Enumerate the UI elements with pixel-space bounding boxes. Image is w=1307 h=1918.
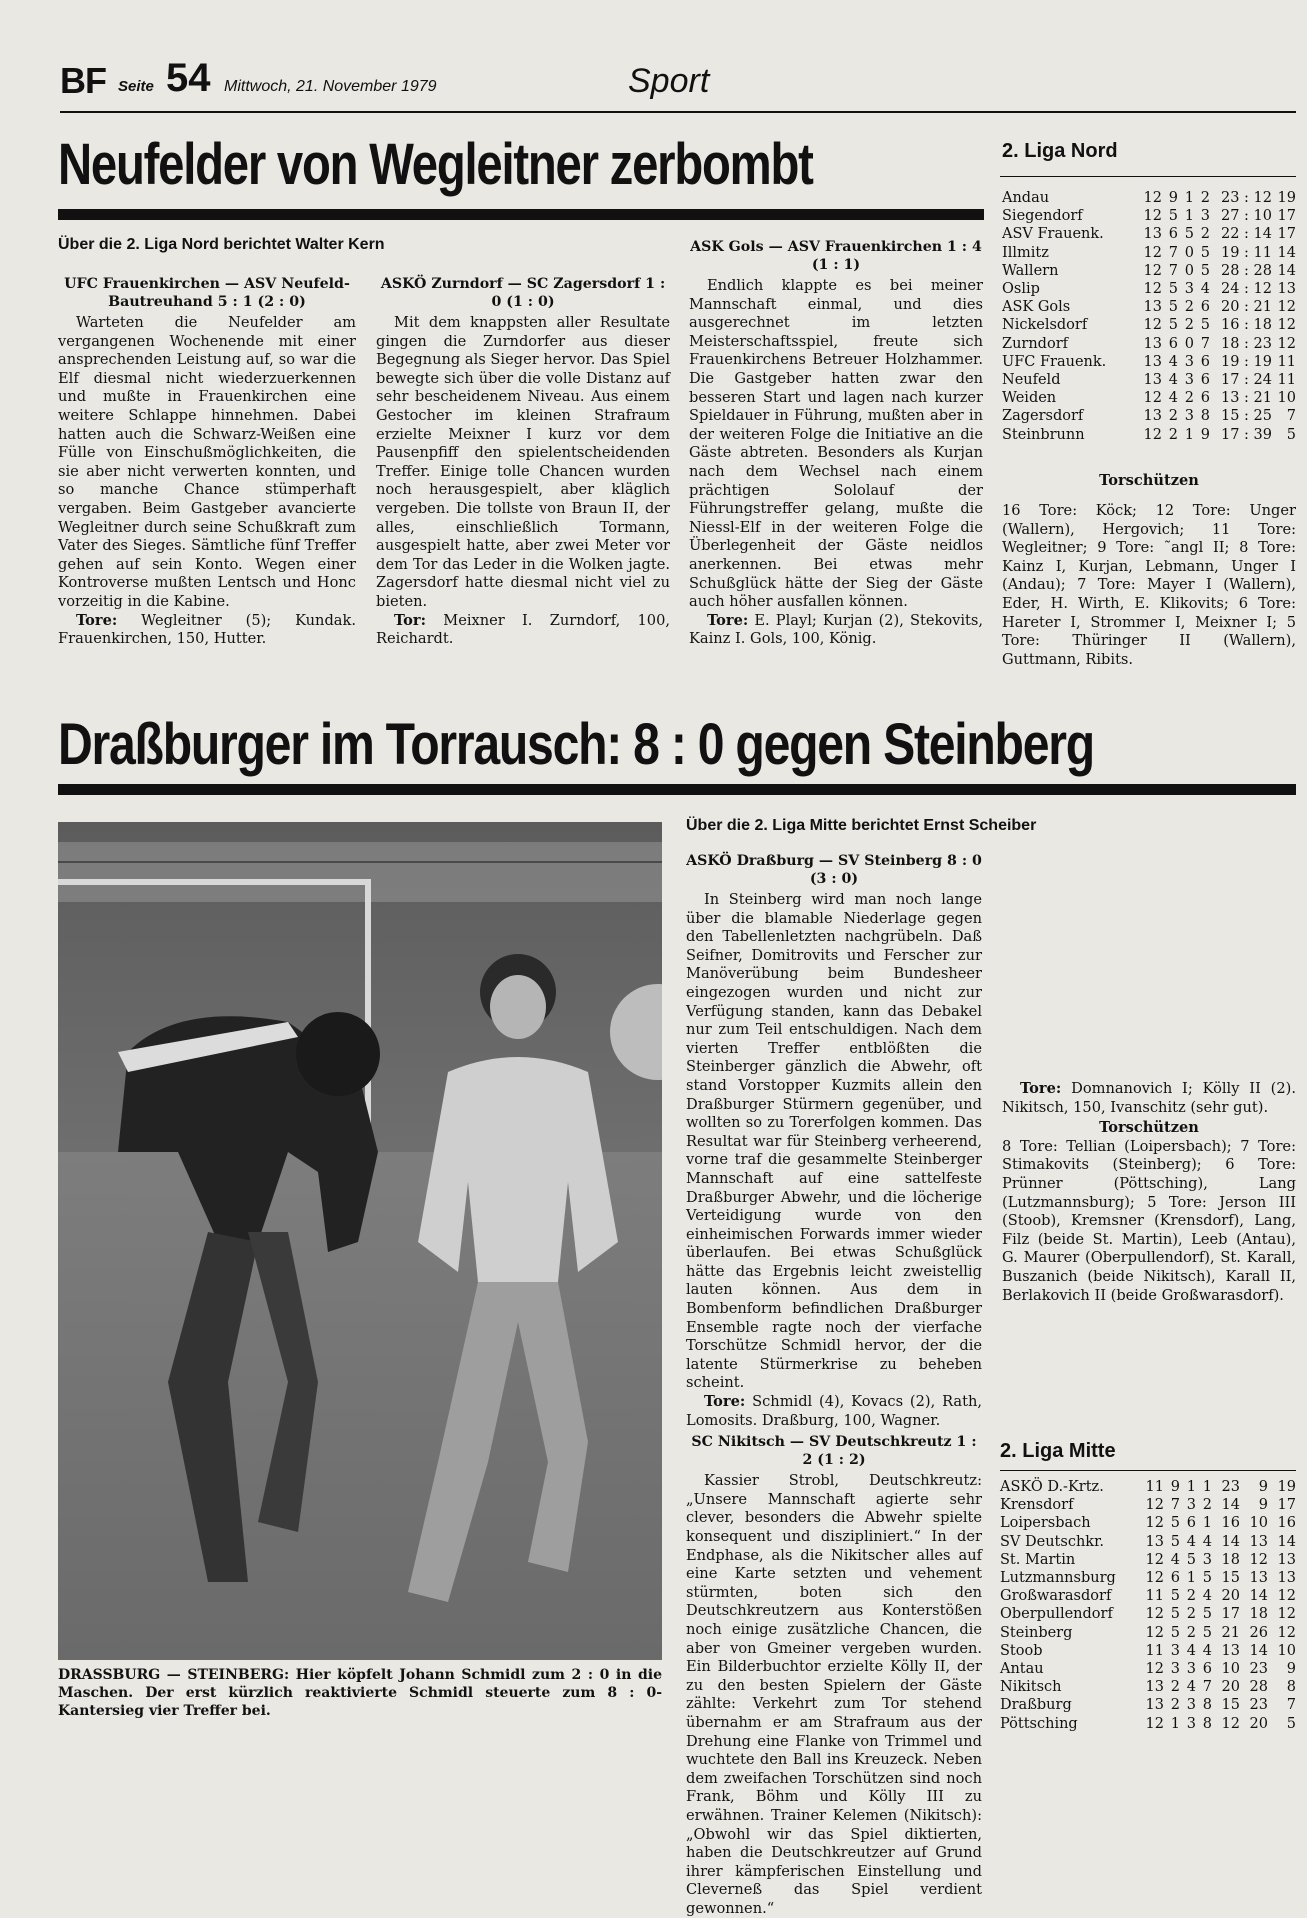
table-cell: 6 [1200,299,1210,316]
table-cell: 12 [1277,317,1296,334]
table-cell: 2 [1184,299,1194,316]
match-goals: Tore: E. Playl; Kurjan (2), Stekovits, Kainz I. Gols, 100, König. [689,611,984,648]
table-cell: 1 [1170,1715,1180,1732]
table-cell: 13 [1145,1697,1164,1714]
table-cell: 10 [1221,1661,1240,1678]
match-report: Endlich klappte es bei meiner Mannschaft einmal, und dies ausgerechnet im letzten Meisterschaftsspiel, freute sich Frauenkirchens Betreuer Holzhammer. Die Gastgeber hatten zwar den besseren Start und lagen nach kurzer Spieldauer in Führung, mußten aber in der weiteren Folge die Initiative an die Gäste abtreten. Besonders als Kurjan nach dem Wechsel nach einem prächtigen Sololauf der Führungstreffer gelang, mußte die Niessl-Elf in der weiteren Folge die Überlegenheit der Gäste neidlos anerkennen. Bei etwas mehr Schußglück hätte der Sieg der Gäste auch höher ausfallen können. [689,277,983,611]
masthead [60,56,1300,111]
table-row [1002,298,1296,316]
team-name: SV Deutschkr. [1000,1533,1105,1550]
table-cell: 5 [1170,1588,1180,1605]
table-cell: 5 [1286,1715,1296,1732]
table-cell: 12 [1143,190,1162,206]
match-title: ASKÖ Zurndorf — SC Zagersdorf 1 : 0 (1 : 0) [380,276,666,310]
table-cell: 2 [1184,317,1194,334]
table-cell: 28 [1249,1679,1268,1696]
team-name: ASKÖ D.-Krtz. [1000,1479,1104,1495]
table-cell: 12 [1145,1606,1164,1623]
table-cell: 5 [1168,281,1178,298]
table-cell: 14 [1249,1588,1268,1605]
team-name: Großwarasdorf [1000,1588,1112,1605]
table-cell: 12 [1145,1551,1164,1568]
table-cell: 7 [1286,408,1296,425]
table-cell: 3 [1184,281,1194,298]
league-table-mitte [1000,1478,1296,1733]
table-cell: 2 [1186,1624,1196,1641]
team-name: Antau [1000,1661,1044,1678]
table-cell: 12 [1143,426,1162,443]
team-name: UFC Frauenk. [1002,353,1107,370]
table-row [1000,1660,1296,1678]
table-cell: 14 [1249,1642,1268,1659]
table-cell: 2 [1202,1497,1212,1514]
table-cell: 4 [1186,1642,1196,1659]
table-cell: 11 [1277,353,1296,370]
match-goals: Tor: Meixner I. Zurndorf, 100, Reichardt. [376,611,671,648]
table-rule-nord [1000,176,1296,177]
table-row [1000,1514,1296,1532]
table-cell: 6 [1202,1661,1212,1678]
article-2-column-2 [1002,1080,1296,1305]
table-cell: 19 : 19 [1220,353,1272,370]
table-cell: 12 [1145,1624,1164,1641]
table-cell: 19 [1277,190,1296,206]
table-cell: 2 [1168,408,1178,425]
table-cell: 1 [1186,1570,1196,1587]
table-cell: 19 : 11 [1220,244,1272,261]
headline-article-2: Draßburger im Torrausch: 8 : 0 gegen Steinberg [58,712,1094,777]
table-cell: 7 [1286,1697,1296,1714]
table-cell: 11 [1145,1588,1164,1605]
table-cell: 1 [1184,426,1194,443]
table-row [1002,280,1296,298]
match-title: ASKÖ Draßburg — SV Steinberg 8 : 0 (3 : 0) [686,853,982,887]
table-cell: 12 [1143,390,1162,407]
team-name: Steinberg [1000,1624,1073,1641]
table-cell: 16 : 18 [1220,317,1272,334]
table-cell: 5 [1202,1606,1212,1623]
table-row [1000,1587,1296,1605]
table-cell: 13 [1143,226,1162,243]
table-row [1000,1624,1296,1642]
table-cell: 9 [1168,190,1178,206]
table-cell: 4 [1202,1533,1212,1550]
table-cell: 9 [1170,1479,1180,1495]
table-cell: 7 [1202,1679,1212,1696]
scorers-title-mitte: Torschützen [1099,1119,1199,1137]
table-cell: 12 [1143,262,1162,279]
table-cell: 2 [1184,390,1194,407]
table-cell: 5 [1168,317,1178,334]
table-cell: 22 : 14 [1220,226,1272,243]
match-report: Kassier Strobl, Deutschkreutz: „Unsere Mannschaft agierte sehr clever, besonders die Abwehr spielte konsequent und diszipliniert.“ In der Endphase, als die Nikitscher alles auf eine Karte setzten und vehement stürmten, boten sich den Deutschkreutzern aus Konterstößen noch einige zusätzliche Chancen, die aber von Gmeiner vergeben wurden. Ein Bilderbuchtor erzielte Kölly II, der zu den besten Spielern der Gäste zählte: Verkehrt zum Tor stehend übernahm er am Strafraum aus der Drehung eine Flanke von Trimmel und wuchtete den Ball ins Kreuzeck. Neben dem zweifachen Torschützen sind noch Frank, Böhm und Kölly III zu erwähnen. Trainer Kelemen (Nikitsch): „Obwohl wir das Spiel diktierten, haben die Deutschkreutzer auf Grund ihrer kämpferischen Einstellung und Cleverneß das Spiel verdient gewonnen.“ [686,1472,982,1917]
table-cell: 15 [1221,1697,1240,1714]
byline-article-1: Über die 2. Liga Nord berichtet Walter Kern [58,236,385,253]
table-cell: 14 [1221,1533,1240,1550]
table-cell: 13 [1249,1533,1268,1550]
team-name: ASV Frauenk. [1002,226,1104,243]
table-cell: 9 [1258,1497,1268,1514]
table-cell: 1 [1184,190,1194,206]
article-1-column-2 [376,275,670,649]
table-cell: 3 [1186,1697,1196,1714]
headline-rule-1 [58,209,984,220]
table-cell: 12 [1249,1551,1268,1568]
page-label: Seite [118,78,154,95]
table-cell: 3 [1184,353,1194,370]
table-cell: 6 [1168,226,1178,243]
table-cell: 18 [1221,1551,1240,1568]
team-name: Zurndorf [1002,335,1068,352]
table-row [1002,262,1296,280]
table-cell: 4 [1186,1679,1196,1696]
table-title-mitte: 2. Liga Mitte [1000,1440,1116,1462]
table-row [1002,353,1296,371]
table-cell: 7 [1170,1497,1180,1514]
table-cell: 17 [1277,226,1296,243]
table-cell: 13 [1143,299,1162,316]
table-cell: 8 [1200,408,1210,425]
table-cell: 8 [1286,1679,1296,1696]
table-cell: 20 : 21 [1220,299,1272,316]
match-title: UFC Frauenkirchen — ASV Neufeld-Bautreuhand 5 : 1 (2 : 0) [64,276,350,310]
table-cell: 17 [1221,1606,1240,1623]
table-cell: 5 [1200,262,1210,279]
match-photo [58,822,662,1660]
team-name: Oberpullendorf [1000,1606,1113,1623]
table-cell: 12 [1143,317,1162,334]
table-row [1002,316,1296,334]
table-cell: 13 [1143,353,1162,370]
table-cell: 2 [1186,1606,1196,1623]
table-cell: 2 [1200,190,1210,206]
table-cell: 5 [1202,1570,1212,1587]
table-cell: 15 [1221,1570,1240,1587]
team-name: Stoob [1000,1642,1043,1659]
table-cell: 18 : 23 [1220,335,1272,352]
table-row [1000,1478,1296,1496]
table-row [1002,426,1296,444]
table-cell: 12 [1143,244,1162,261]
table-cell: 12 [1145,1661,1164,1678]
table-row [1000,1569,1296,1587]
table-cell: 13 [1249,1570,1268,1587]
table-cell: 2 [1200,226,1210,243]
table-cell: 1 [1186,1479,1196,1495]
table-title-nord: 2. Liga Nord [1002,140,1118,162]
table-cell: 13 [1143,408,1162,425]
team-name: Loipersbach [1000,1515,1091,1532]
table-cell: 6 [1170,1570,1180,1587]
table-cell: 5 [1170,1624,1180,1641]
photo-caption: DRASSBURG — STEINBERG: Hier köpfelt Johann Schmidl zum 2 : 0 in die Maschen. Der erst kürzlich reaktivierte Schmidl steuerte zum 8 : 0-Kantersieg vier Treffer bei. [58,1667,662,1719]
table-cell: 13 [1145,1679,1164,1696]
article-1-column-3 [689,238,983,649]
team-name: St. Martin [1000,1551,1076,1568]
table-cell: 11 [1145,1642,1164,1659]
table-cell: 5 [1170,1606,1180,1623]
table-cell: 12 [1143,281,1162,298]
table-cell: 12 [1145,1715,1164,1732]
table-row [1000,1715,1296,1733]
table-cell: 5 [1168,208,1178,225]
match-goals: Tore: Wegleitner (5); Kundak. Frauenkirchen, 150, Hutter. [58,611,356,648]
table-cell: 6 [1200,353,1210,370]
table-row [1000,1678,1296,1696]
team-name: ASK Gols [1002,299,1071,316]
table-cell: 6 [1186,1515,1196,1532]
table-cell: 2 [1170,1697,1180,1714]
team-name: Illmitz [1002,244,1049,261]
team-name: Draßburg [1000,1697,1072,1714]
masthead-rule [60,111,1296,113]
table-cell: 7 [1168,244,1178,261]
team-name: Krensdorf [1000,1497,1074,1514]
table-cell: 14 [1277,262,1296,279]
table-row [1002,207,1296,225]
byline-article-2: Über die 2. Liga Mitte berichtet Ernst Scheiber [686,817,1037,834]
table-cell: 2 [1186,1588,1196,1605]
table-cell: 13 [1277,1570,1296,1587]
table-cell: 3 [1170,1642,1180,1659]
table-cell: 2 [1170,1679,1180,1696]
table-cell: 12 [1145,1515,1164,1532]
match-title: ASK Gols — ASV Frauenkirchen 1 : 4 (1 : 1) [690,239,982,273]
table-cell: 3 [1184,408,1194,425]
team-name: Lutzmannsburg [1000,1570,1116,1587]
table-cell: 28 : 28 [1220,262,1272,279]
table-cell: 5 [1186,1551,1196,1568]
page-number: 54 [166,56,211,100]
table-cell: 3 [1170,1661,1180,1678]
table-cell: 4 [1168,390,1178,407]
table-cell: 26 [1249,1624,1268,1641]
match-title: SC Nikitsch — SV Deutschkreutz 1 : 2 (1 : 2) [691,1434,977,1469]
table-cell: 13 [1145,1533,1164,1550]
table-row [1002,389,1296,407]
table-cell: 7 [1168,262,1178,279]
team-name: Nickelsdorf [1002,317,1088,334]
headline-article-1: Neufelder von Wegleitner zerbombt [58,132,813,197]
table-cell: 9 [1258,1479,1268,1495]
table-row [1002,225,1296,243]
table-cell: 1 [1202,1479,1212,1495]
table-cell: 5 [1200,244,1210,261]
team-name: Weiden [1002,390,1057,407]
table-cell: 12 [1221,1715,1240,1732]
team-name: Neufeld [1002,372,1061,389]
table-row [1000,1642,1296,1660]
match-report: Warteten die Neufelder am vergangenen Wochenende mit einer ansprechenden Leistung auf, so war die Elf diesmal nicht wiederzuerkennen und mußte in Frauenkirchen eine weitere Schlappe hinnehmen. Dabei hatten auch die Schwarz-Weißen eine Fülle von Einschußmöglichkeiten, die sie aber nicht verwerten konnten, und so manche Chance stümperhaft vergaben. Beim Gastgeber avancierte Wegleitner durch seine Schußkraft zum Vater des Sieges. Sämtliche fünf Treffer gehen auf sein Konto. Wegen einer Kontroverse mußten Lentsch und Honc vorzeitig in die Kabine. [58,314,356,610]
table-cell: 10 [1249,1515,1268,1532]
table-cell: 3 [1200,208,1210,225]
table-cell: 5 [1170,1515,1180,1532]
issue-date: Mittwoch, 21. November 1979 [224,78,437,95]
table-cell: 5 [1184,226,1194,243]
table-cell: 5 [1170,1533,1180,1550]
table-cell: 18 [1249,1606,1268,1623]
table-cell: 12 [1277,1588,1296,1605]
table-cell: 16 [1221,1515,1240,1532]
table-row [1002,244,1296,262]
table-cell: 21 [1221,1624,1240,1641]
scorers-title-nord: Torschützen [1099,472,1199,489]
table-row [1002,371,1296,389]
team-name: Andau [1002,190,1050,206]
table-cell: 1 [1184,208,1194,225]
table-cell: 8 [1202,1715,1212,1732]
table-cell: 12 [1145,1570,1164,1587]
table-cell: 3 [1186,1497,1196,1514]
team-name: Siegendorf [1002,208,1083,225]
team-name: Steinbrunn [1002,426,1085,443]
table-rule-mitte [1000,1470,1296,1471]
table-cell: 4 [1186,1533,1196,1550]
headline-rule-2 [58,784,1296,795]
table-row [1000,1496,1296,1514]
table-cell: 12 [1277,1606,1296,1623]
table-cell: 5 [1286,426,1296,443]
team-name: Nikitsch [1000,1679,1062,1696]
section-title: Sport [628,62,710,100]
photo-image [58,822,662,1660]
table-cell: 27 : 10 [1220,208,1272,225]
table-cell: 12 [1143,208,1162,225]
league-table-nord [1002,189,1296,444]
table-cell: 0 [1184,335,1194,352]
table-cell: 3 [1184,372,1194,389]
table-cell: 17 : 24 [1220,372,1272,389]
team-name: Wallern [1002,262,1059,279]
table-cell: 7 [1200,335,1210,352]
table-cell: 11 [1145,1479,1164,1495]
table-cell: 3 [1186,1661,1196,1678]
table-row [1000,1551,1296,1569]
table-row [1000,1696,1296,1714]
team-name: Oslip [1002,281,1040,298]
table-cell: 4 [1202,1588,1212,1605]
table-cell: 2 [1168,426,1178,443]
table-cell: 13 : 21 [1220,390,1272,407]
table-cell: 12 [1277,299,1296,316]
table-cell: 13 [1143,335,1162,352]
table-cell: 4 [1168,372,1178,389]
table-cell: 17 [1277,208,1296,225]
table-cell: 12 [1277,335,1296,352]
table-cell: 16 [1277,1515,1296,1532]
table-cell: 20 [1221,1588,1240,1605]
table-cell: 23 [1221,1479,1240,1495]
table-cell: 9 [1286,1661,1296,1678]
match-goals: Tore: Domnanovich I; Kölly II (2). Nikitsch, 150, Ivanschitz (sehr gut). [1002,1080,1296,1116]
table-cell: 1 [1202,1515,1212,1532]
table-row [1002,335,1296,353]
table-row [1002,407,1296,425]
table-cell: 17 [1277,1497,1296,1514]
table-cell: 4 [1168,353,1178,370]
table-cell: 3 [1202,1551,1212,1568]
table-cell: 14 [1277,1533,1296,1550]
article-2-column-1 [686,852,982,1918]
table-cell: 13 [1277,1551,1296,1568]
table-cell: 4 [1202,1642,1212,1659]
table-cell: 5 [1168,299,1178,316]
table-cell: 23 [1249,1697,1268,1714]
scorers-nord [1002,502,1296,669]
table-cell: 10 [1277,390,1296,407]
table-cell: 23 : 12 [1220,190,1272,206]
match-report: Mit dem knappsten aller Resultate gingen die Zurndorfer aus dieser Begegnung als Sieger hervor. Das Spiel bewegte sich über die volle Distanz auf sehr bescheidenem Niveau. Aus einem Gestocher im kleinen Strafraum erzielte Meixner I kurz vor dem Pausenpfiff den spielentscheidenden Treffer. Einige tolle Chancen wurden noch herausgespielt, aber kläglich vergeben. Die tollste von Braun II, der alles, einschließlich Tormann, ausgespielt hatte, aber zwei Meter vor dem Tor das Leder in die Wolken jagte. Zagersdorf hatte diesmal nicht viel zu bieten. [376,314,670,610]
table-cell: 6 [1200,390,1210,407]
team-name: Zagersdorf [1002,408,1084,425]
table-cell: 11 [1277,372,1296,389]
table-cell: 3 [1186,1715,1196,1732]
table-cell: 17 : 39 [1220,426,1272,443]
table-cell: 5 [1200,317,1210,334]
table-cell: 20 [1221,1679,1240,1696]
table-cell: 12 [1277,1624,1296,1641]
table-cell: 14 [1221,1497,1240,1514]
paper-logo: BF [60,60,106,101]
table-cell: 13 [1221,1642,1240,1659]
table-cell: 13 [1277,281,1296,298]
table-cell: 12 [1145,1497,1164,1514]
table-cell: 24 : 12 [1220,281,1272,298]
table-cell: 10 [1277,1642,1296,1659]
table-cell: 8 [1202,1697,1212,1714]
scorers-text: 16 Tore: Köck; 12 Tore: Unger (Wallern), Hergovich; 11 Tore: Wegleitner; 9 Tore: ˜angl II; 8 Tore: Kainz I, Kurjan, Lebmann, Unger I (Andau); 7 Tore: Mayer I (Wallern), Eder, H. Wirth, E. Klikovits; 6 Tore: Hareter I, Strommer I, Meixner I; 5 Tore: Thüringer II (Wallern), Guttmann, Ribits. [1002,502,1296,668]
table-cell: 4 [1200,281,1210,298]
table-cell: 19 [1277,1479,1296,1495]
team-name: Pöttsching [1000,1715,1078,1732]
table-cell: 4 [1170,1551,1180,1568]
table-cell: 9 [1200,426,1210,443]
table-cell: 0 [1184,244,1194,261]
table-cell: 20 [1249,1715,1268,1732]
table-cell: 14 [1277,244,1296,261]
table-row [1000,1533,1296,1551]
match-report: In Steinberg wird man noch lange über die blamable Niederlage gegen den Tabellenletzten nachgrübeln. Daß Seifner, Domitrovits und Ferscher zur Manöverübung beim Bundesheer eingezogen wurden und nicht zur Verfügung standen, kann das Debakel nur zum Teil entschuldigen. Nach dem vierten Treffer entblößten die Steinberger gänzlich die Abwehr, oft stand Vorstopper Kuzmits allein den Draßburger Stürmern gegenüber, und wollten so zu Torerfolgen kommen. Das Resultat war für Steinberg verheerend, vorne traf die gesammelte Steinberger Mannschaft auf eine sattelfeste Draßburger Abwehr, und die löcherige Verteidigung wurde von den einheimischen Forwards immer wieder überlaufen. Bei etwas Schußglück hätte das Ergebnis leicht zweistellig lauten können. Aus dem in Bombenform befindlichen Draßburger Ensemble ragte noch der vierfache Torschütze Schmidl hervor, der die latente Stürmerkrise zu beheben scheint. [686,891,982,1392]
table-cell: 6 [1168,335,1178,352]
table-cell: 15 : 25 [1220,408,1272,425]
table-cell: 23 [1249,1661,1268,1678]
table-cell: 0 [1184,262,1194,279]
match-goals: Tore: Schmidl (4), Kovacs (2), Rath, Lomosits. Draßburg, 100, Wagner. [686,1393,982,1429]
table-cell: 13 [1143,372,1162,389]
table-row [1000,1605,1296,1623]
table-cell: 5 [1202,1624,1212,1641]
table-cell: 6 [1200,372,1210,389]
table-row [1002,189,1296,207]
article-1-column-1 [58,275,356,649]
scorers-text: 8 Tore: Tellian (Loipersbach); 7 Tore: Stimakovits (Steinberg); 6 Tore: Prünner (Pöttsching), Lang (Lutzmannsburg); 5 Tore: Jerson III (Stoob), Kremsner (Krensdorf), Lang, Filz (beide St. Martin), Leeb (Antau), G. Maurer (Oberpullendorf), St. Karall, Buszanich (beide Nikitsch), Karall II, Berlakovich II (beide Großwarasdorf). [1002,1137,1296,1304]
